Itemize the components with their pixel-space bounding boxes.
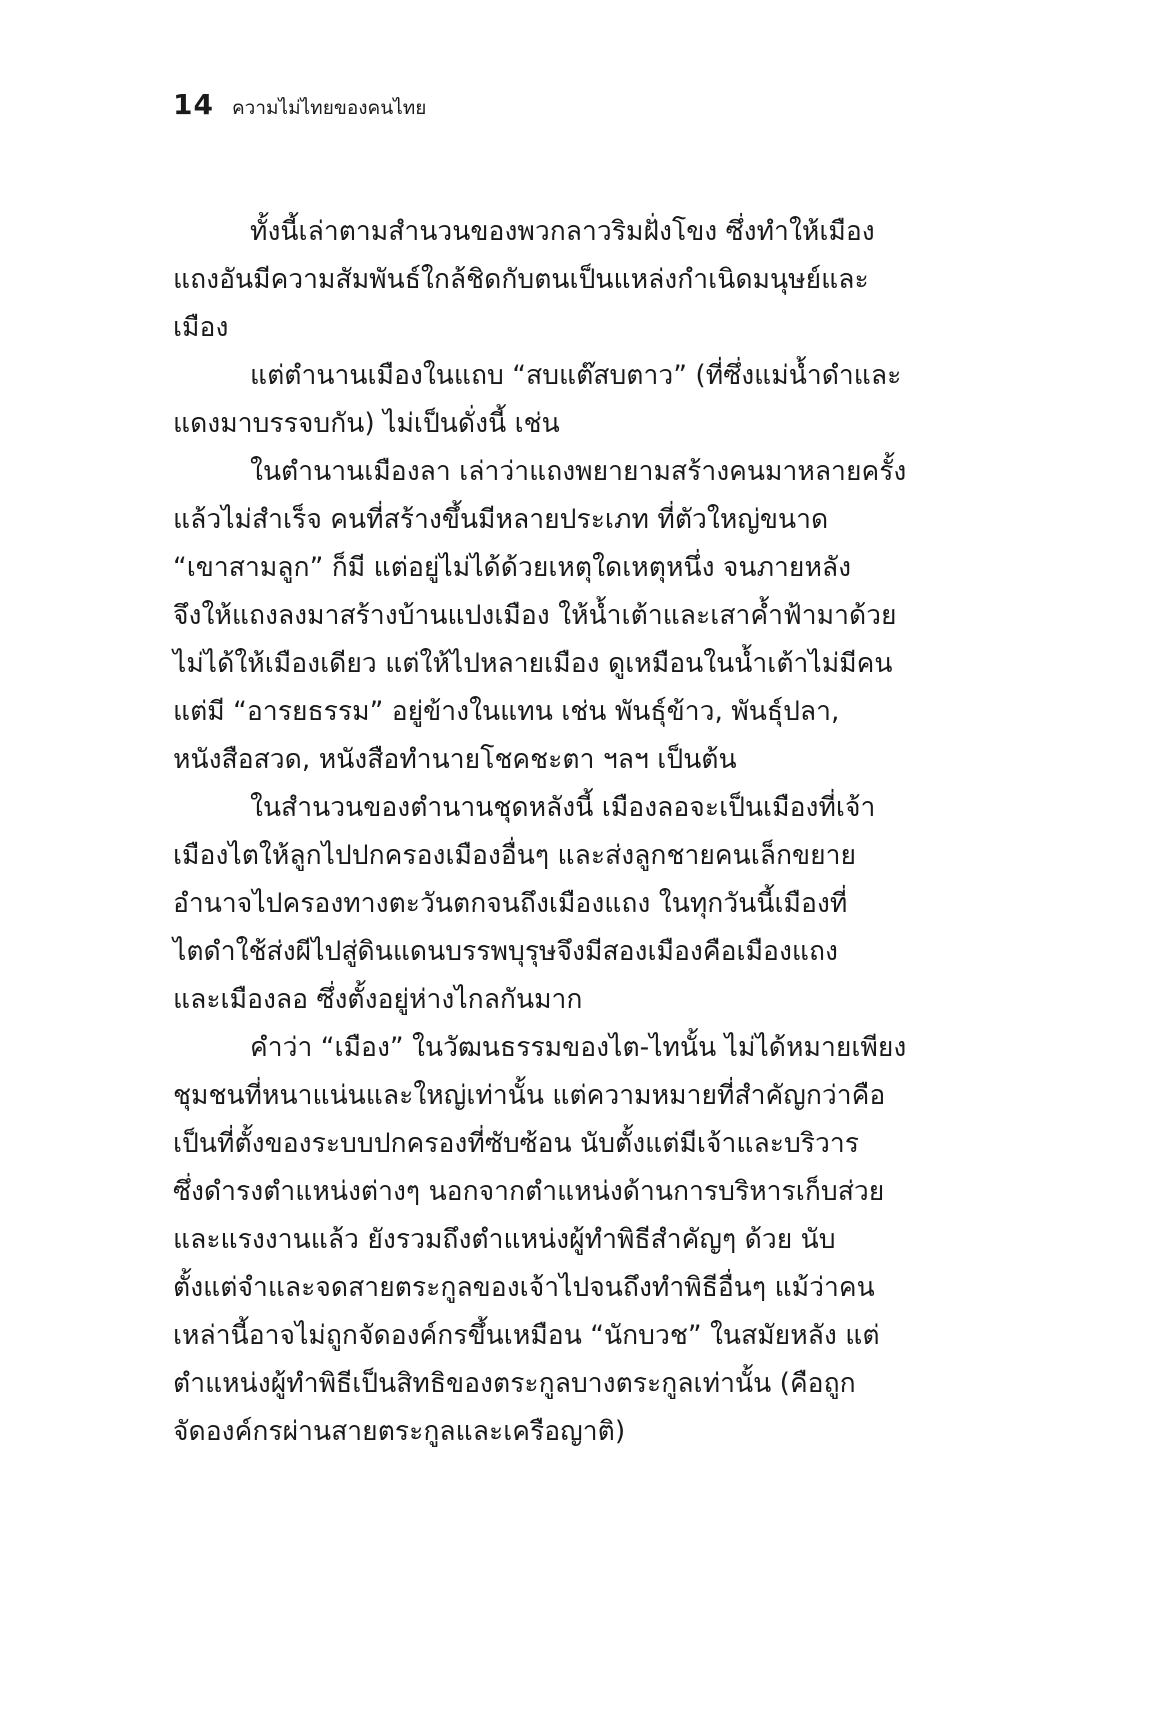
text-line: ในสำนวนของตำนานชุดหลังนี้ เมืองลอจะเป็นเมืองที่เจ้า (250, 792, 876, 823)
page-header (173, 88, 426, 123)
text-line: เมืองไตให้ลูกไปปกครองเมืองอื่นๆ และส่งลูกชายคนเล็กขยาย (173, 840, 857, 871)
text-line: ในตำนานเมืองลา เล่าว่าแถงพยายามสร้างคนมาหลายครั้ง (250, 456, 907, 487)
text-line: เมือง (173, 312, 229, 343)
text-line: “เขาสามลูก” ก็มี แต่อยู่ไม่ได้ด้วยเหตุใดเหตุหนึ่ง จนภายหลัง (173, 552, 852, 583)
text-line: แล้วไม่สำเร็จ คนที่สร้างขึ้นมีหลายประเภท ที่ตัวใหญ่ขนาด (173, 504, 829, 535)
text-line: หนังสือสวด, หนังสือทำนายโชคชะตา ฯลฯ เป็นต้น (173, 744, 737, 775)
text-line: ไตดำใช้ส่งผีไปสู่ดินแดนบรรพบุรุษจึงมีสองเมืองคือเมืองแถง (173, 936, 838, 967)
text-line: คำว่า “เมือง” ในวัฒนธรรมของไต-ไทนั้น ไม่ได้หมายเพียง (250, 1032, 907, 1063)
text-line: แดงมาบรรจบกัน) ไม่เป็นดั่งนี้ เช่น (173, 408, 560, 439)
text-line: จัดองค์กรผ่านสายตระกูลและเครือญาติ) (173, 1416, 626, 1447)
text-line: และเมืองลอ ซึ่งตั้งอยู่ห่างไกลกันมาก (173, 984, 583, 1015)
page-number: 14 (173, 88, 214, 121)
text-line: อำนาจไปครองทางตะวันตกจนถึงเมืองแถง ในทุกวันนี้เมืองที่ (173, 888, 848, 919)
text-line: เป็นที่ตั้งของระบบปกครองที่ซับซ้อน นับตั้งแต่มีเจ้าและบริวาร (173, 1128, 859, 1159)
body-text (173, 208, 978, 1456)
text-line: แถงอันมีความสัมพันธ์ใกล้ชิดกับตนเป็นแหล่งกำเนิดมนุษย์และ (173, 264, 869, 295)
text-line: แต่ตำนานเมืองในแถบ “สบแต๊สบตาว” (ที่ซึ่งแม่น้ำดำและ (250, 360, 902, 391)
text-line: จึงให้แถงลงมาสร้างบ้านแปงเมือง ให้น้ำเต้าและเสาค้ำฟ้ามาด้วย (173, 600, 897, 631)
text-line: ตั้งแต่จำและจดสายตระกูลของเจ้าไปจนถึงทำพิธีอื่นๆ แม้ว่าคน (173, 1272, 875, 1303)
text-line: ซึ่งดำรงตำแหน่งต่างๆ นอกจากตำแหน่งด้านการบริหารเก็บส่วย (173, 1176, 885, 1207)
running-title: ความไม่ไทยของคนไทย (231, 97, 427, 119)
text-line: แต่มี “อารยธรรม” อยู่ข้างในแทน เช่น พันธุ์ข้าว, พันธุ์ปลา, (173, 696, 840, 727)
text-line: ไม่ได้ให้เมืองเดียว แต่ให้ไปหลายเมือง ดูเหมือนในน้ำเต้าไม่มีคน (173, 648, 893, 679)
text-line: ชุมชนที่หนาแน่นและใหญ่เท่านั้น แต่ความหมายที่สำคัญกว่าคือ (173, 1080, 886, 1111)
text-line: ทั้งนี้เล่าตามสำนวนของพวกลาวริมฝั่งโขง ซึ่งทำให้เมือง (250, 216, 875, 247)
text-line: และแรงงานแล้ว ยังรวมถึงตำแหน่งผู้ทำพิธีสำคัญๆ ด้วย นับ (173, 1224, 836, 1255)
text-line: เหล่านี้อาจไม่ถูกจัดองค์กรขึ้นเหมือน “นักบวช” ในสมัยหลัง แต่ (173, 1320, 880, 1351)
text-line: ตำแหน่งผู้ทำพิธีเป็นสิทธิของตระกูลบางตระกูลเท่านั้น (คือถูก (173, 1368, 856, 1399)
